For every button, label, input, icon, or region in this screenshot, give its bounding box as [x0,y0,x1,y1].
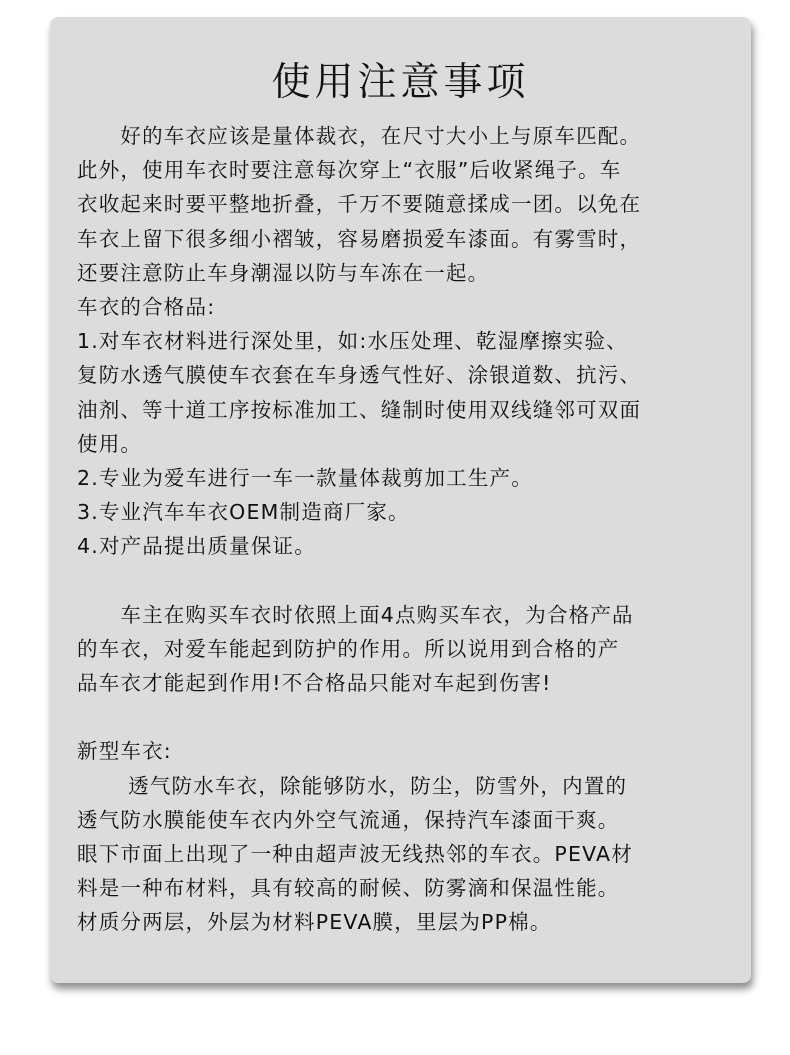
list-item-3: 3.专业汽车车衣OEM制造商厂家。 [77,500,410,525]
blank-line [77,700,742,734]
text-line: 透气防水膜能使车衣内外空气流通，保持汽车漆面干爽。 [77,807,620,832]
text-line: 还要注意防止车身潮湿以防与车冻在一起。 [77,260,490,285]
text-line: 复防水透气膜使车衣套在车身透气性好、涂银道数、抗污、 [77,363,642,388]
text-line: 的车衣，对爱车能起到防护的作用。所以说用到合格的产 [77,636,620,661]
text-line: 好的车衣应该是量体裁衣，在尺寸大小上与原车匹配。 [77,124,642,148]
list-item-4: 4.对产品提出质量保证。 [77,534,316,559]
section-heading-new-type: 新型车衣: [77,739,172,764]
text-line: 透气防水车衣，除能够防水，防尘，防雪外，内置的 [77,773,628,798]
text-line: 油剂、等十道工序按标准加工、缝制时使用双线缝邻可双面 [77,397,642,422]
text-line: 此外，使用车衣时要注意每次穿上“衣服”后收紧绳子。车 [77,158,622,183]
list-item-2: 2.专业为爱车进行一车一款量体裁剪加工生产。 [77,465,533,490]
text-line: 使用。 [77,431,143,456]
page-title: 使用注意事项 [271,60,530,105]
notice-card [50,17,751,983]
blank-line [77,563,742,597]
text-line: 衣收起来时要平整地折叠，千万不要随意揉成一团。以免在 [77,192,642,217]
text-line: 车主在购买车衣时依照上面4点购买车衣，为合格产品 [77,602,634,627]
text-line: 材质分两层，外层为材料PEVA膜，里层为PP棉。 [77,910,552,935]
text-line: 车衣上留下很多细小褶皱，容易磨损爱车漆面。有雾雪时， [77,226,642,251]
text-line: 品车衣才能起到作用!不合格品只能对车起到伤害! [77,671,552,695]
text-line: 料是一种布材料，具有较高的耐候、防雾滴和保温性能。 [77,876,620,901]
section-heading-qualified: 车衣的合格品: [77,294,216,319]
text-line: 眼下市面上出现了一种由超声波无线热邻的车衣。PEVA材 [77,841,633,866]
notice-body [77,119,742,940]
list-item-1: 1.对车衣材料进行深处里，如:水压处理、乾湿摩擦实验、 [77,329,628,354]
